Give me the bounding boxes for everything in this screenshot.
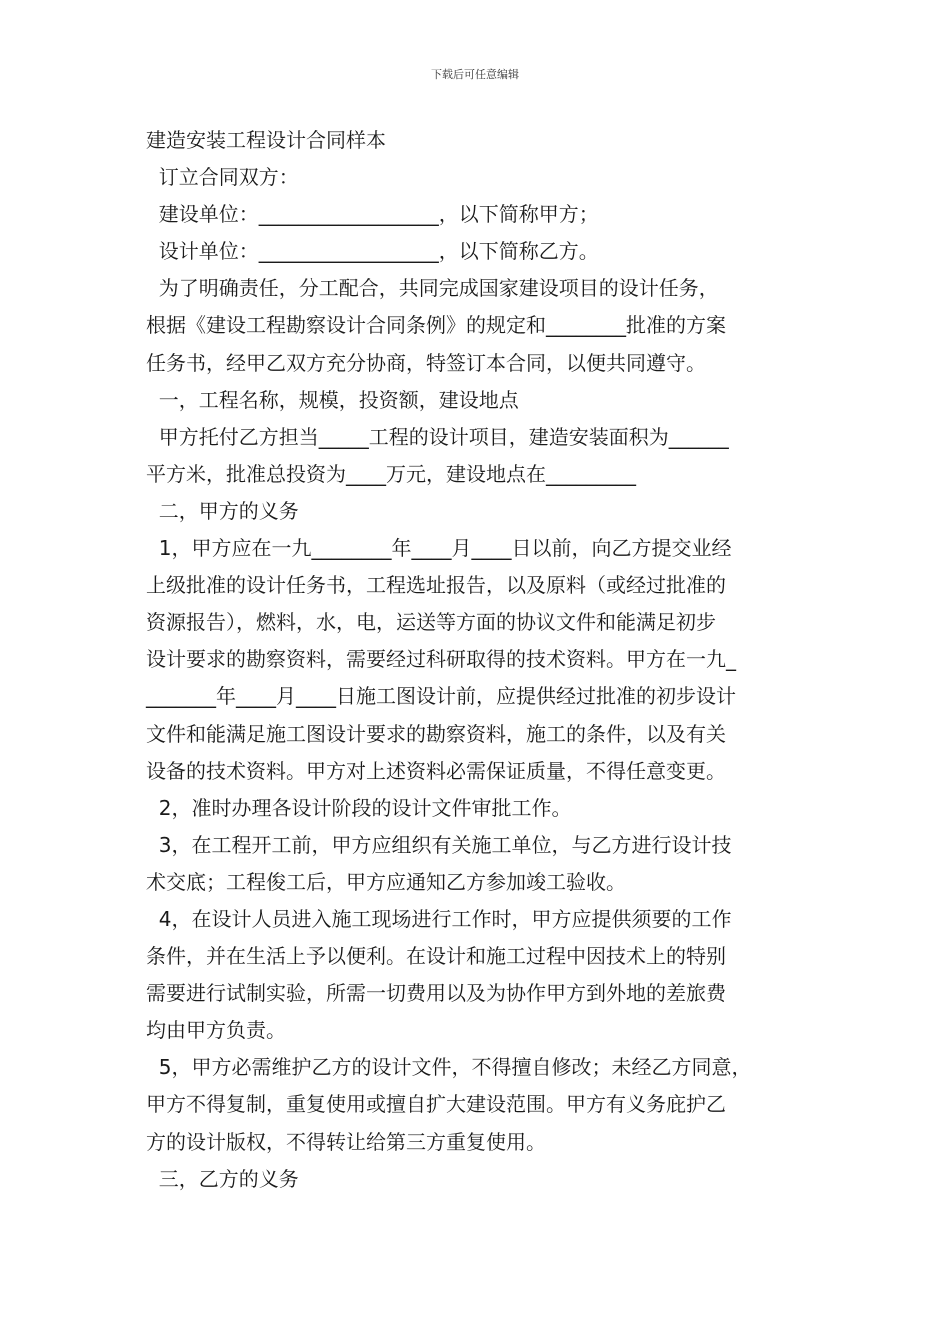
text-line: 甲方不得复制，重复使用或擅自扩大建设范围。甲方有义务庇护乙	[146, 1092, 726, 1117]
text-line: 订立合同双方：	[146, 165, 299, 190]
section-heading: 二，甲方的义务	[146, 498, 299, 523]
text-line: 甲方托付乙方担当_____工程的设计项目，建造安装面积为______	[146, 424, 729, 449]
page-header: 下载后可任意编辑	[431, 68, 519, 81]
text-line: 5，甲方必需维护乙方的设计文件，不得擅自修改；未经乙方同意，	[146, 1055, 752, 1080]
text-line: 术交底；工程俊工后，甲方应通知乙方参加竣工验收。	[146, 869, 626, 894]
document-body	[146, 122, 810, 1198]
text-line: 资源报告），燃料，水，电，运送等方面的协议文件和能满足初步	[146, 610, 716, 635]
section-heading: 一，工程名称，规模，投资额，建设地点	[146, 387, 519, 412]
text-line: 条件，并在生活上予以便利。在设计和施工过程中因技术上的特别	[146, 944, 726, 969]
text-line: 方的设计版权，不得转让给第三方重复使用。	[146, 1129, 546, 1154]
text-line: 根据《建设工程勘察设计合同条例》的规定和________批准的方案	[146, 313, 726, 338]
section-heading: 三，乙方的义务	[146, 1166, 299, 1191]
text-line: 设计单位：__________________，以下简称乙方。	[146, 239, 599, 264]
text-line: 2，准时办理各设计阶段的设计文件审批工作。	[146, 795, 572, 820]
text-line: 3，在工程开工前，甲方应组织有关施工单位，与乙方进行设计技	[146, 832, 732, 857]
text-line: 需要进行试制实验，所需一切费用以及为协作甲方到外地的差旅费	[146, 981, 726, 1006]
text-line: 4，在设计人员进入施工现场进行工作时，甲方应提供须要的工作	[146, 906, 732, 931]
text-line: _______年____月____日施工图设计前，应提供经过批准的初步设计	[146, 684, 736, 709]
text-line: 均由甲方负责。	[146, 1018, 286, 1043]
text-line: 任务书，经甲乙双方充分协商，特签订本合同，以便共同遵守。	[146, 350, 706, 375]
text-line: 1，甲方应在一九________年____月____日以前，向乙方提交业经	[146, 536, 732, 561]
text-line: 设备的技术资料。甲方对上述资料必需保证质量，不得任意变更。	[146, 758, 726, 783]
text-line: 平方米，批准总投资为____万元，建设地点在_________	[146, 461, 636, 486]
text-line: 为了明确责任，分工配合，共同完成国家建设项目的设计任务，	[146, 276, 719, 301]
text-line: 设计要求的勘察资料，需要经过科研取得的技术资料。甲方在一九_	[146, 647, 736, 672]
document-title: 建造安装工程设计合同样本	[146, 128, 386, 152]
text-line: 建设单位：__________________，以下简称甲方；	[146, 202, 599, 227]
text-line: 文件和能满足施工图设计要求的勘察资料，施工的条件，以及有关	[146, 721, 726, 746]
text-line: 上级批准的设计任务书，工程选址报告，以及原料（或经过批准的	[146, 573, 726, 598]
